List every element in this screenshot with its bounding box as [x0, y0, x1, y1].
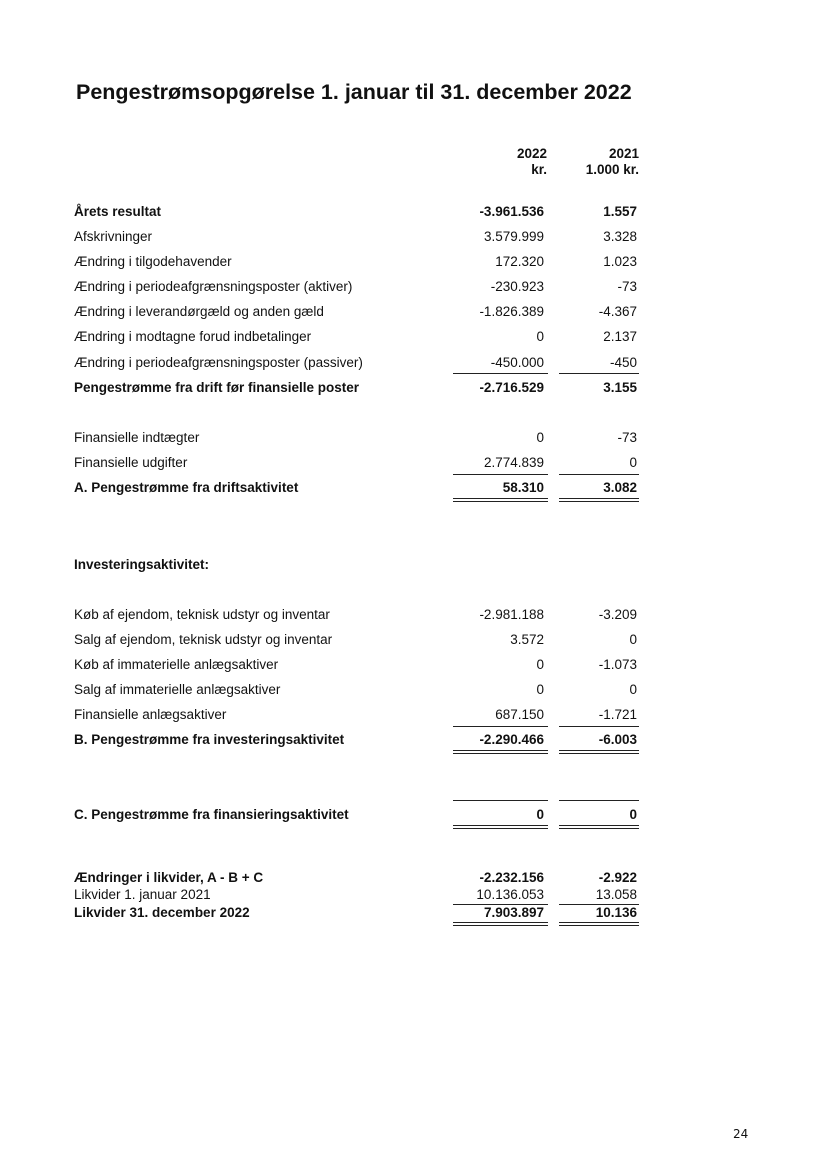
table-row: [0, 682, 827, 700]
value-2022: -450.000: [490, 355, 544, 370]
value-2022: 687.150: [495, 707, 544, 722]
row-label: Ændring i periodeafgrænsningsposter (passiver): [74, 355, 363, 370]
value-2022: -2.981.188: [479, 607, 544, 622]
value-2021: -6.003: [598, 732, 637, 747]
value-2021: 3.328: [603, 229, 637, 244]
row-label: Afskrivninger: [74, 229, 153, 244]
value-2022: -2.232.156: [479, 870, 544, 885]
value-2022: 0: [536, 329, 544, 344]
value-2021: -1.073: [598, 657, 637, 672]
table-row: [0, 732, 827, 750]
value-2021: 0: [629, 682, 637, 697]
value-2021: -3.209: [598, 607, 637, 622]
row-label: Køb af immaterielle anlægsaktiver: [74, 657, 279, 672]
row-label: Ændring i periodeafgrænsningsposter (aktiver): [74, 279, 353, 294]
value-2022: 0: [536, 430, 544, 445]
value-2022: 2.774.839: [483, 455, 544, 470]
subtotal-rule: [559, 373, 639, 374]
total-double-rule: [559, 498, 639, 502]
value-2021: 2.137: [603, 329, 637, 344]
table-row: [0, 905, 827, 923]
table-row: [0, 254, 827, 272]
total-double-rule: [559, 750, 639, 754]
total-double-rule: [453, 825, 548, 829]
value-2022: 0: [536, 682, 544, 697]
subtotal-rule: [559, 726, 639, 727]
row-label: A. Pengestrømme fra driftsaktivitet: [74, 480, 299, 495]
table-row: [0, 380, 827, 398]
row-label: C. Pengestrømme fra finansieringsaktivitet: [74, 807, 349, 822]
section-heading: Investeringsaktivitet:: [74, 557, 210, 572]
value-2022: 58.310: [502, 480, 544, 495]
value-2022: 3.572: [510, 632, 544, 647]
row-label: Køb af ejendom, teknisk udstyr og inventar: [74, 607, 330, 622]
row-label: Årets resultat: [74, 204, 162, 219]
table-row: [0, 887, 827, 905]
value-2021: -4.367: [598, 304, 637, 319]
value-2021: -450: [609, 355, 637, 370]
value-2021: 10.136: [595, 905, 637, 920]
value-2021: 0: [629, 632, 637, 647]
row-label: Ændring i modtagne forud indbetalinger: [74, 329, 312, 344]
table-row: [0, 607, 827, 625]
value-2021: -2.922: [598, 870, 637, 885]
column-header-2021: [549, 146, 639, 178]
value-2021: 0: [629, 455, 637, 470]
column-unit: kr.: [531, 162, 547, 177]
row-label: Likvider 1. januar 2021: [74, 887, 211, 902]
subtotal-rule: [453, 726, 548, 727]
column-year: 2021: [608, 146, 639, 161]
value-2022: -1.826.389: [479, 304, 544, 319]
subtotal-rule: [453, 373, 548, 374]
page-number: 24: [733, 1127, 749, 1141]
value-2022: 0: [536, 807, 544, 822]
value-2022: 10.136.053: [476, 887, 544, 902]
value-2022: 0: [536, 657, 544, 672]
value-2022: -2.290.466: [479, 732, 544, 747]
value-2021: 3.082: [603, 480, 637, 495]
value-2021: -1.721: [598, 707, 637, 722]
total-double-rule: [559, 922, 639, 926]
table-row: [0, 430, 827, 448]
total-double-rule: [453, 750, 548, 754]
table-row: [0, 707, 827, 725]
row-label: Likvider 31. december 2022: [74, 905, 250, 920]
table-row: [0, 355, 827, 373]
value-2021: 1.023: [603, 254, 637, 269]
value-2022: 7.903.897: [483, 905, 544, 920]
column-unit: 1.000 kr.: [585, 162, 639, 177]
value-2021: 1.557: [603, 204, 637, 219]
table-row: [0, 304, 827, 322]
table-row: [0, 279, 827, 297]
table-row: [0, 480, 827, 498]
value-2022: -2.716.529: [479, 380, 544, 395]
value-2022: 3.579.999: [483, 229, 544, 244]
table-row: [0, 657, 827, 675]
value-2021: 0: [629, 807, 637, 822]
table-row: [0, 632, 827, 650]
table-row: [0, 229, 827, 247]
column-header-2022: [457, 146, 547, 178]
value-2021: 3.155: [603, 380, 637, 395]
row-label: Finansielle udgifter: [74, 455, 188, 470]
table-row: [0, 204, 827, 222]
value-2021: -73: [617, 430, 637, 445]
table-row: [0, 329, 827, 347]
subtotal-rule: [453, 800, 548, 801]
row-label: Finansielle anlægsaktiver: [74, 707, 227, 722]
row-label: Pengestrømme fra drift før finansielle poster: [74, 380, 360, 395]
value-2022: 172.320: [495, 254, 544, 269]
table-row: [0, 870, 827, 888]
subtotal-rule: [453, 474, 548, 475]
row-label: Ændringer i likvider, A - B + C: [74, 870, 264, 885]
value-2021: -73: [617, 279, 637, 294]
total-double-rule: [453, 498, 548, 502]
table-row: [0, 807, 827, 825]
row-label: Finansielle indtægter: [74, 430, 200, 445]
row-label: Ændring i tilgodehavender: [74, 254, 232, 269]
subtotal-rule: [559, 800, 639, 801]
total-double-rule: [559, 825, 639, 829]
column-year: 2022: [516, 146, 547, 161]
value-2022: -230.923: [490, 279, 544, 294]
subtotal-rule: [559, 474, 639, 475]
page-title: Pengestrømsopgørelse 1. januar til 31. december 2022: [76, 80, 632, 104]
row-label: Ændring i leverandørgæld og anden gæld: [74, 304, 324, 319]
row-label: Salg af ejendom, teknisk udstyr og inventar: [74, 632, 333, 647]
table-row: [0, 455, 827, 473]
value-2022: -3.961.536: [479, 204, 544, 219]
total-double-rule: [453, 922, 548, 926]
row-label: Salg af immaterielle anlægsaktiver: [74, 682, 281, 697]
value-2021: 13.058: [595, 887, 637, 902]
row-label: B. Pengestrømme fra investeringsaktivitet: [74, 732, 345, 747]
